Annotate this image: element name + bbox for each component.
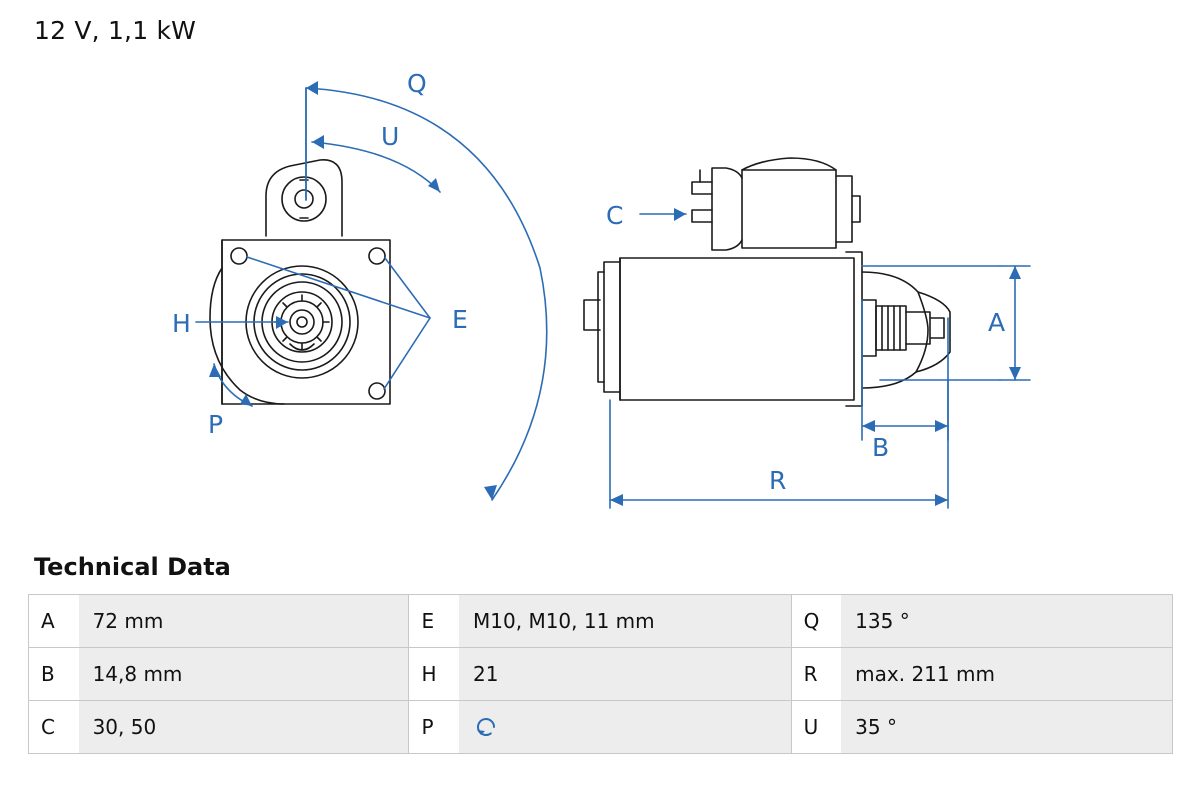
label-U: U bbox=[381, 122, 400, 151]
front-view-callouts bbox=[196, 81, 547, 500]
row-value-q: 135 ° bbox=[841, 595, 1172, 648]
starter-front-view bbox=[210, 160, 390, 404]
row-value-r: max. 211 mm bbox=[841, 648, 1172, 701]
row-key-c: C bbox=[29, 701, 79, 754]
row-value-u: 35 ° bbox=[841, 701, 1172, 754]
table-row bbox=[29, 595, 1173, 648]
row-value-e: M10, M10, 11 mm bbox=[459, 595, 791, 648]
label-A: A bbox=[988, 308, 1006, 337]
bottom-strip bbox=[0, 770, 1200, 800]
table-row bbox=[29, 701, 1173, 754]
label-Q: Q bbox=[407, 69, 427, 98]
label-P: P bbox=[208, 410, 224, 439]
row-key-u: U bbox=[791, 701, 841, 754]
row-value-h: 21 bbox=[459, 648, 791, 701]
row-key-e: E bbox=[409, 595, 459, 648]
label-H: H bbox=[172, 309, 191, 338]
label-C: C bbox=[606, 201, 624, 230]
row-value-c: 30, 50 bbox=[79, 701, 409, 754]
table-row bbox=[29, 648, 1173, 701]
row-key-p: P bbox=[409, 701, 459, 754]
row-value-a: 72 mm bbox=[79, 595, 409, 648]
label-E: E bbox=[452, 305, 468, 334]
row-key-a: A bbox=[29, 595, 79, 648]
row-value-b: 14,8 mm bbox=[79, 648, 409, 701]
starter-side-view bbox=[584, 158, 950, 406]
row-key-h: H bbox=[409, 648, 459, 701]
side-view-callouts bbox=[610, 208, 1030, 508]
row-key-q: Q bbox=[791, 595, 841, 648]
label-R: R bbox=[769, 466, 787, 495]
technical-data-table bbox=[28, 594, 1173, 754]
row-value-p bbox=[459, 701, 791, 754]
page-title: 12 V, 1,1 kW bbox=[34, 16, 197, 45]
row-key-r: R bbox=[791, 648, 841, 701]
label-B: B bbox=[872, 433, 890, 462]
row-key-b: B bbox=[29, 648, 79, 701]
technical-data-heading: Technical Data bbox=[34, 553, 231, 581]
rotation-direction-icon bbox=[473, 714, 499, 740]
